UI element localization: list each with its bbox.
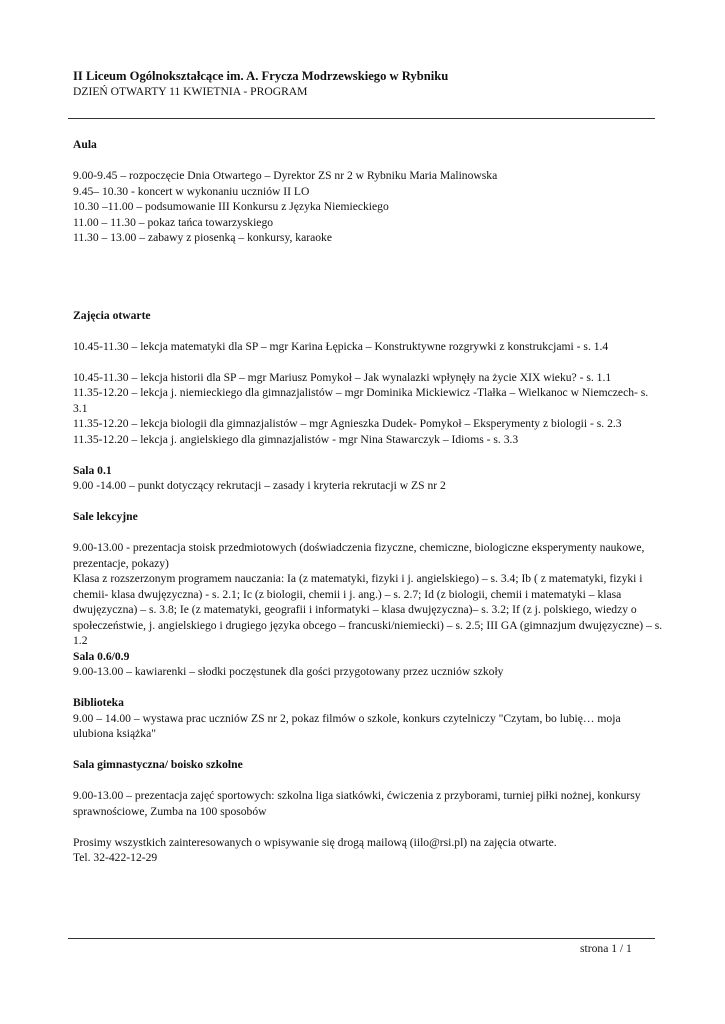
closing-note: Prosimy wszystkich zainteresowanych o wpisywanie się drogą mailową (iilo@rsi.pl) na zajęcia otwarte. xyxy=(73,835,557,849)
aula-item: 9.00-9.45 – rozpoczęcie Dnia Otwartego – Dyrektor ZS nr 2 w Rybniku Maria Malinowska xyxy=(73,169,498,182)
sala-0609-text: 9.00-13.00 – kawiarenki – słodki poczęstunek dla gości przygotowany przez uczniów szkoły xyxy=(73,665,504,678)
footer-divider xyxy=(68,938,655,939)
aula-item: 11.30 – 13.00 – zabawy z piosenką – konkursy, karaoke xyxy=(73,231,332,244)
section-heading-sala-0609: Sala 0.6/0.9 xyxy=(73,649,130,663)
lesson-item: 11.35-12.20 – lekcja j. angielskiego dla gimnazjalistów - mgr Nina Stawarczyk – Idioms - s. 3.3 xyxy=(73,432,519,446)
section-heading-sale-lekcyjne: Sale lekcyjne xyxy=(73,510,138,523)
lesson-item: 10.45-11.30 – lekcja matematyki dla SP – mgr Karina Łępicka – Konstruktywne rozgrywki z konstrukcjami - s. 1.4 xyxy=(73,339,609,353)
lesson-item: 10.45-11.30 – lekcja historii dla SP – mgr Mariusz Pomykoł – Jak wynalazki wpłynęły na życie XIX wieku? - s. 1.1 xyxy=(73,370,612,384)
section-heading-zajecia: Zajęcia otwarte xyxy=(73,308,151,322)
sale-presentation-text: 9.00-13.00 - prezentacja stoisk przedmiotowych (doświadczenia fizyczne, chemiczne, biologiczne eksperymenty naukowe, prezentacje, pokazy) xyxy=(73,541,645,570)
lesson-item: 11.35-12.20 – lekcja j. niemieckiego dla gimnazjalistów – mgr Dominika Mickiewicz -Tlałka – Wielkanoc w Niemczech- s. 3.1 xyxy=(73,386,649,415)
lesson-item: 11.35-12.20 – lekcja biologii dla gimnazjalistów – mgr Agnieszka Dudek- Pomykoł – Eksperymenty z biologii - s. 2.3 xyxy=(73,417,622,430)
gym-text: 9.00-13.00 – prezentacja zajęć sportowych: szkolna liga siatkówki, ćwiczenia z przyborami, turniej piłki nożnej, konkursy sprawnościowe, Zumba na 100 sposobów xyxy=(73,789,641,818)
aula-item: 11.00 – 11.30 – pokaz tańca towarzyskiego xyxy=(73,215,274,229)
school-title: II Liceum Ogólnokształcące im. A. Frycza Modrzewskiego w Rybniku xyxy=(73,69,449,83)
header-divider xyxy=(68,118,655,119)
aula-item: 10.30 –11.00 – podsumowanie III Konkursu z Języka Niemieckiego xyxy=(73,200,389,213)
section-heading-biblioteka: Biblioteka xyxy=(73,696,124,709)
section-heading-aula: Aula xyxy=(73,138,97,151)
program-subtitle: DZIEŃ OTWARTY 11 KWIETNIA - PROGRAM xyxy=(73,85,308,98)
program-content xyxy=(73,137,663,866)
biblioteka-text: 9.00 – 14.00 – wystawa prac uczniów ZS nr 2, pokaz filmów o szkole, konkurs czytelniczy "Czytam, bo lubię… moja ulubiona książka" xyxy=(73,711,621,740)
contact-phone: Tel. 32-422-12-29 xyxy=(73,851,158,864)
sala-01-text: 9.00 -14.00 – punkt dotyczący rekrutacji – zasady i kryteria rekrutacji w ZS nr 2 xyxy=(73,479,446,492)
sale-classes-text: Klasa z rozszerzonym programem nauczania: Ia (z matematyki, fizyki i j. angielskiego) – s. 3.4; Ib ( z matematyki, fizyki i chemii- klasa dwujęzyczna) - s. 2.1; Ic (z biologii, chemii i j. ang.) – s. 2.7; Id (z biologii, chemii i matematyki – klasa dwujęzyczna) – s. 3.8; Ie (z matematyki, geografii i informatyki – klasa dwujęzyczna)– s. 3.2; If (z j. polskiego, wiedzy o społeczeństwie, j. angielskiego i drugiego języka obcego – francuski/niemiecki) – s. 2.5; III GA (gimnazjum dwujęzyczne) – s. 1.2 xyxy=(73,572,663,647)
section-heading-gym: Sala gimnastyczna/ boisko szkolne xyxy=(73,758,243,771)
page-number: strona 1 / 1 xyxy=(580,942,632,955)
aula-item: 9.45– 10.30 - koncert w wykonaniu uczniów II LO xyxy=(73,184,310,198)
section-heading-sala-01: Sala 0.1 xyxy=(73,463,112,477)
